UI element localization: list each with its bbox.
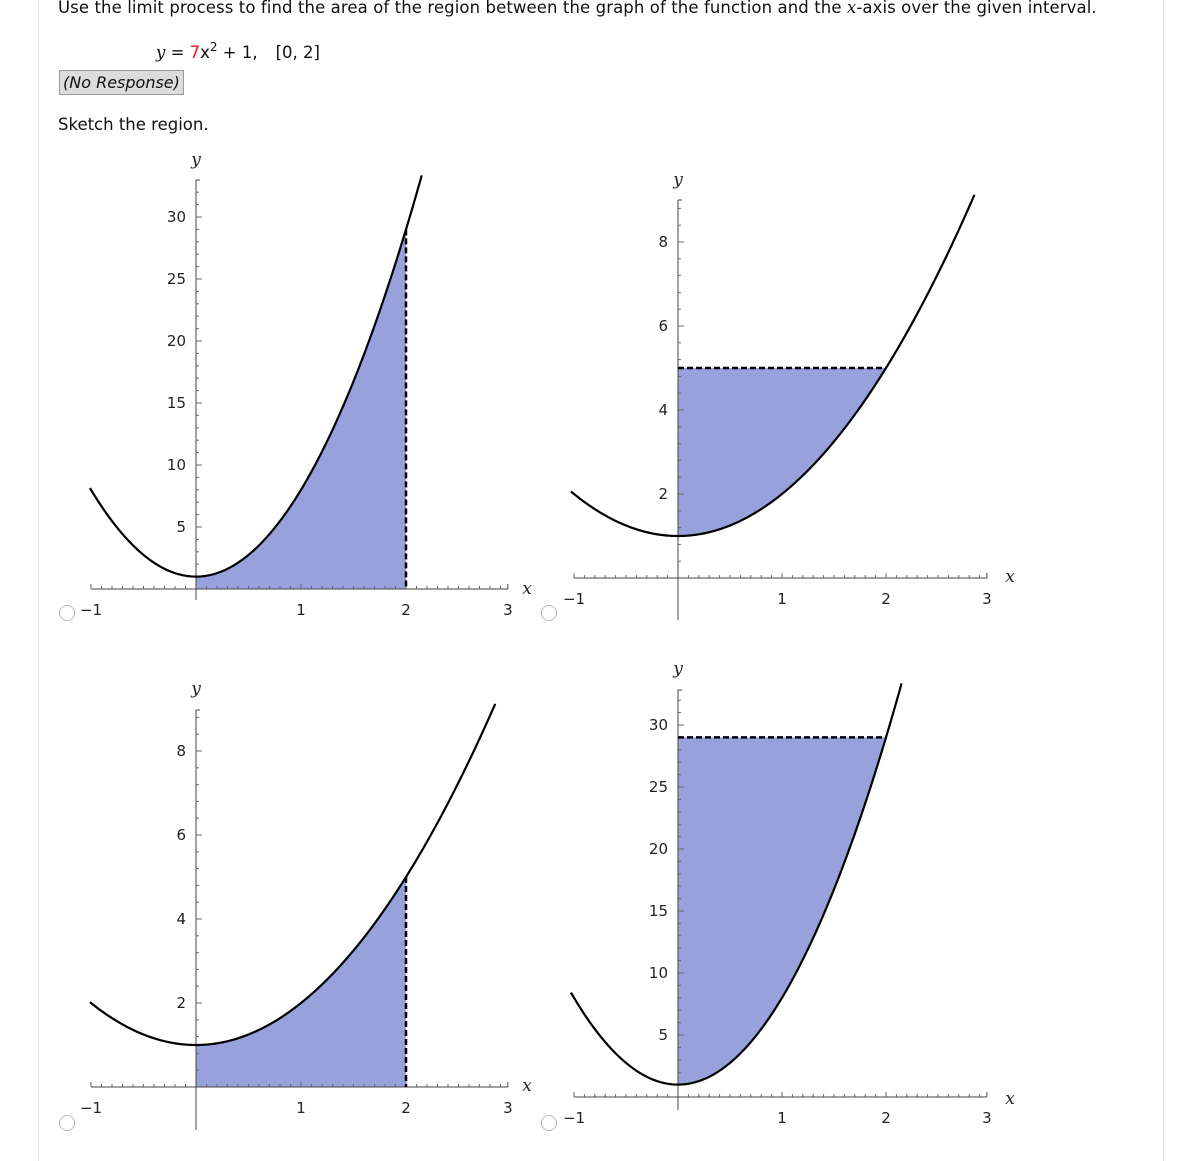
option-a-graph — [80, 150, 532, 619]
y-tick-label: 8 — [658, 233, 668, 251]
response-box[interactable]: (No Response) — [59, 70, 184, 95]
x-tick-label: 1 — [296, 1099, 306, 1117]
x-axis-label: x — [1005, 567, 1015, 587]
y-tick-label: 8 — [176, 742, 186, 760]
option-c-graph — [80, 679, 532, 1130]
shaded-region — [678, 368, 886, 536]
x-tick-label: 1 — [777, 590, 787, 608]
y-tick-label: 30 — [166, 208, 186, 226]
question-x-variable: x — [846, 0, 857, 17]
y-axis-label: y — [673, 659, 683, 679]
x-tick-label: 3 — [503, 1099, 513, 1117]
y-tick-label: 4 — [658, 401, 668, 419]
y-axis-label: y — [673, 170, 683, 190]
x-tick-label: −1 — [562, 1109, 586, 1127]
eq-y: y — [156, 43, 166, 62]
y-tick-label: 15 — [166, 394, 186, 412]
x-tick-label: −1 — [79, 1099, 103, 1117]
x-tick-label: −1 — [562, 590, 586, 608]
y-tick-label: 15 — [648, 902, 668, 920]
option-b-graph — [563, 170, 1015, 620]
x-tick-label: 2 — [881, 1109, 891, 1127]
x-axis-label: x — [522, 1076, 532, 1096]
shaded-region — [196, 877, 406, 1087]
x-tick-label: 1 — [777, 1109, 787, 1127]
shaded-region — [678, 737, 886, 1084]
y-tick-label: 5 — [176, 518, 186, 536]
y-tick-label: 6 — [658, 317, 668, 335]
option-d-graph — [563, 659, 1015, 1127]
y-tick-label: 6 — [176, 826, 186, 844]
x-axis-label: x — [1005, 1089, 1015, 1109]
y-axis-label: y — [191, 679, 201, 699]
shaded-region — [196, 229, 406, 589]
x-tick-label: 3 — [503, 601, 513, 619]
y-tick-label: 20 — [166, 332, 186, 350]
y-tick-label: 20 — [648, 840, 668, 858]
function-curve — [90, 704, 495, 1045]
x-axis-label: x — [522, 579, 532, 599]
x-tick-label: 2 — [881, 590, 891, 608]
y-axis-label: y — [191, 150, 201, 170]
eq-equals: = — [165, 43, 190, 62]
question-part: Use the limit process to find the area of the region between the graph of the function and the — [58, 0, 847, 17]
y-tick-label: 25 — [166, 270, 186, 288]
eq-rest: + 1, — [217, 43, 258, 62]
x-tick-label: 2 — [401, 601, 411, 619]
sketch-prompt: Sketch the region. — [58, 115, 209, 134]
eq-interval: [0, 2] — [275, 43, 320, 62]
eq-var: x — [200, 43, 210, 62]
x-tick-label: 3 — [982, 1109, 992, 1127]
eq-exponent: 2 — [209, 40, 218, 54]
x-tick-label: −1 — [79, 601, 103, 619]
x-tick-label: 3 — [982, 590, 992, 608]
x-tick-label: 2 — [401, 1099, 411, 1117]
y-tick-label: 5 — [658, 1026, 668, 1044]
y-tick-label: 10 — [166, 456, 186, 474]
eq-coefficient: 7 — [189, 43, 201, 62]
y-tick-label: 4 — [176, 910, 186, 928]
y-tick-label: 25 — [648, 778, 668, 796]
y-tick-label: 2 — [176, 994, 186, 1012]
question-part: -axis over the given interval. — [856, 0, 1097, 17]
y-tick-label: 30 — [648, 716, 668, 734]
y-tick-label: 2 — [658, 485, 668, 503]
y-tick-label: 10 — [648, 964, 668, 982]
x-tick-label: 1 — [296, 601, 306, 619]
